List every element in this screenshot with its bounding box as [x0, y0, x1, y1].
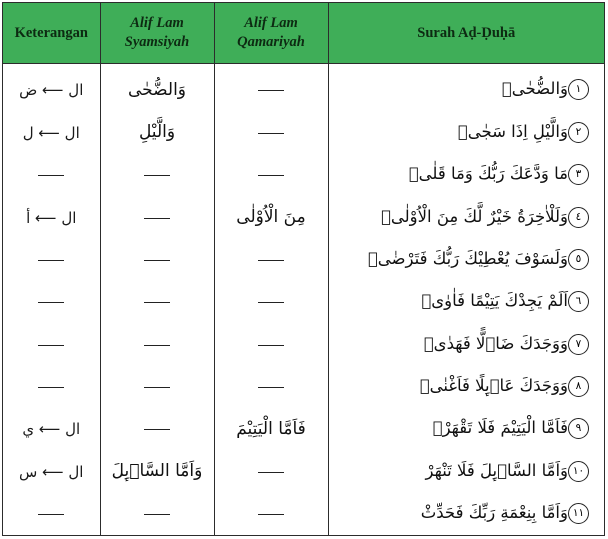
syamsiyah-cell — [100, 493, 214, 535]
ayah-cell — [328, 408, 604, 450]
ayah-number-badge: ١٠ — [568, 461, 589, 482]
header-keterangan-label: Keterangan — [14, 24, 88, 41]
ayah-text: وَلَلْاٰخِرَةُ خَيْرٌ لَّكَ مِنَ الْاُوْلٰىۗ — [380, 206, 568, 226]
ayah-number-badge: ٥ — [568, 249, 589, 270]
header-alif-lam-syamsiyah — [100, 3, 214, 64]
ayah-number-badge: ٨ — [568, 376, 589, 397]
syamsiyah-cell — [100, 111, 214, 153]
syamsiyah-cell — [100, 153, 214, 195]
dash-mark — [144, 345, 170, 346]
qamariyah-cell-text: فَاَمَّا الْيَتِيْمَ — [236, 418, 306, 439]
keterangan-cell-text: ال ⟵ ل — [22, 123, 80, 142]
table-row — [3, 365, 604, 407]
syamsiyah-cell-text: وَاَمَّا السَّاۤىِٕلَ — [111, 461, 203, 482]
table-body — [3, 64, 604, 536]
dash-mark — [258, 133, 284, 134]
ayah-cell — [328, 323, 604, 365]
ayah-text: مَا وَدَّعَكَ رَبُّكَ وَمَا قَلٰىۗ — [408, 164, 568, 184]
table-row — [3, 450, 604, 492]
table — [3, 3, 604, 535]
keterangan-cell — [3, 408, 100, 450]
table-row — [3, 323, 604, 365]
keterangan-cell-text: ال ⟵ ض — [19, 81, 84, 100]
ayah-text: وَالضُّحٰىۙ — [501, 79, 568, 99]
header-surah — [328, 3, 604, 64]
table-row — [3, 69, 604, 111]
keterangan-cell — [3, 493, 100, 535]
qamariyah-cell — [214, 281, 328, 323]
syamsiyah-cell — [100, 238, 214, 280]
ayah-cell — [328, 69, 604, 111]
keterangan-cell-text: ال ⟵ س — [19, 462, 84, 481]
ayah-cell — [328, 238, 604, 280]
dash-mark — [144, 429, 170, 430]
ayah-text: وَاَمَّا السَّاۤىِٕلَ فَلَا تَنْهَرْ — [425, 460, 568, 480]
ayah-cell — [328, 196, 604, 238]
keterangan-cell — [3, 281, 100, 323]
dash-mark — [258, 387, 284, 388]
ayah-number-badge: ٧ — [568, 334, 589, 355]
table-row — [3, 111, 604, 153]
syamsiyah-cell-text: وَالَّيْلِ — [138, 122, 176, 143]
ayah-cell — [328, 153, 604, 195]
header-qamariyah-line2: Qamariyah — [237, 34, 305, 50]
keterangan-cell — [3, 238, 100, 280]
qamariyah-cell — [214, 450, 328, 492]
ayah-number-badge: ٤ — [568, 207, 589, 228]
dash-mark — [258, 514, 284, 515]
ayah-text: اَلَمْ يَجِدْكَ يَتِيْمًا فَاٰوٰىۖ — [421, 291, 568, 311]
table-row — [3, 493, 604, 535]
keterangan-cell — [3, 69, 100, 111]
header-row — [3, 3, 604, 64]
ayah-cell — [328, 493, 604, 535]
dash-mark — [258, 345, 284, 346]
ayah-text: وَوَجَدَكَ عَاۤىِٕلًا فَاَغْنٰىۗ — [419, 376, 568, 396]
dash-mark — [38, 514, 64, 515]
keterangan-cell — [3, 450, 100, 492]
ayah-text: وَاَمَّا بِنِعْمَةِ رَبِّكَ فَحَدِّثْ — [420, 503, 568, 523]
dash-mark — [144, 218, 170, 219]
syamsiyah-cell — [100, 323, 214, 365]
qamariyah-cell — [214, 196, 328, 238]
ayah-cell — [328, 365, 604, 407]
table-row — [3, 153, 604, 195]
header-qamariyah-line1: Alif Lam — [244, 15, 298, 31]
dash-mark — [38, 387, 64, 388]
ayah-number-badge: ٣ — [568, 164, 589, 185]
header-surah-label: Surah Aḍ-Ḍuḥā — [417, 24, 516, 41]
ayah-cell — [328, 111, 604, 153]
dash-mark — [144, 302, 170, 303]
table-row — [3, 238, 604, 280]
table-row — [3, 281, 604, 323]
dash-mark — [258, 175, 284, 176]
keterangan-cell-text: ال ⟵ أ — [26, 208, 77, 227]
dash-mark — [258, 302, 284, 303]
header-syamsiyah-line1: Alif Lam — [130, 15, 184, 31]
header-syamsiyah-line2: Syamsiyah — [124, 34, 190, 50]
dash-mark — [258, 90, 284, 91]
keterangan-cell — [3, 365, 100, 407]
syamsiyah-cell — [100, 450, 214, 492]
qamariyah-cell — [214, 493, 328, 535]
qamariyah-cell — [214, 323, 328, 365]
dash-mark — [144, 514, 170, 515]
syamsiyah-cell — [100, 281, 214, 323]
ayah-number-badge: ٦ — [568, 291, 589, 312]
table-row — [3, 196, 604, 238]
keterangan-cell-text: ال ⟵ ي — [22, 420, 81, 439]
ayah-number-badge: ١١ — [568, 503, 589, 524]
qamariyah-cell — [214, 153, 328, 195]
qamariyah-cell-text: مِنَ الْاُوْلٰى — [236, 207, 306, 227]
keterangan-cell — [3, 111, 100, 153]
dash-mark — [258, 260, 284, 261]
syamsiyah-cell — [100, 196, 214, 238]
syamsiyah-cell — [100, 365, 214, 407]
qamariyah-cell — [214, 238, 328, 280]
header-alif-lam-qamariyah — [214, 3, 328, 64]
ayah-text: وَلَسَوْفَ يُعْطِيْكَ رَبُّكَ فَتَرْضٰىۗ — [367, 248, 568, 268]
dash-mark — [38, 175, 64, 176]
keterangan-cell — [3, 323, 100, 365]
ayah-cell — [328, 450, 604, 492]
tajwid-table — [2, 2, 605, 536]
dash-mark — [144, 175, 170, 176]
ayah-number-badge: ١ — [568, 79, 589, 100]
qamariyah-cell — [214, 365, 328, 407]
qamariyah-cell — [214, 69, 328, 111]
dash-mark — [38, 345, 64, 346]
keterangan-cell — [3, 196, 100, 238]
dash-mark — [258, 472, 284, 473]
ayah-number-badge: ٩ — [568, 418, 589, 439]
syamsiyah-cell — [100, 408, 214, 450]
keterangan-cell — [3, 153, 100, 195]
syamsiyah-cell-text: وَالضُّحٰى — [128, 79, 186, 100]
qamariyah-cell — [214, 408, 328, 450]
syamsiyah-cell — [100, 69, 214, 111]
dash-mark — [144, 260, 170, 261]
table-row — [3, 408, 604, 450]
dash-mark — [38, 302, 64, 303]
ayah-text: فَاَمَّا الْيَتِيْمَ فَلَا تَقْهَرْۗ — [432, 418, 568, 438]
ayah-text: وَالَّيْلِ اِذَا سَجٰىۙ — [457, 121, 568, 141]
ayah-number-badge: ٢ — [568, 122, 589, 143]
dash-mark — [38, 260, 64, 261]
ayah-text: وَوَجَدَكَ ضَاۤلًّا فَهَدٰىۖ — [423, 333, 568, 353]
header-keterangan — [3, 3, 100, 64]
ayah-cell — [328, 281, 604, 323]
qamariyah-cell — [214, 111, 328, 153]
dash-mark — [144, 387, 170, 388]
